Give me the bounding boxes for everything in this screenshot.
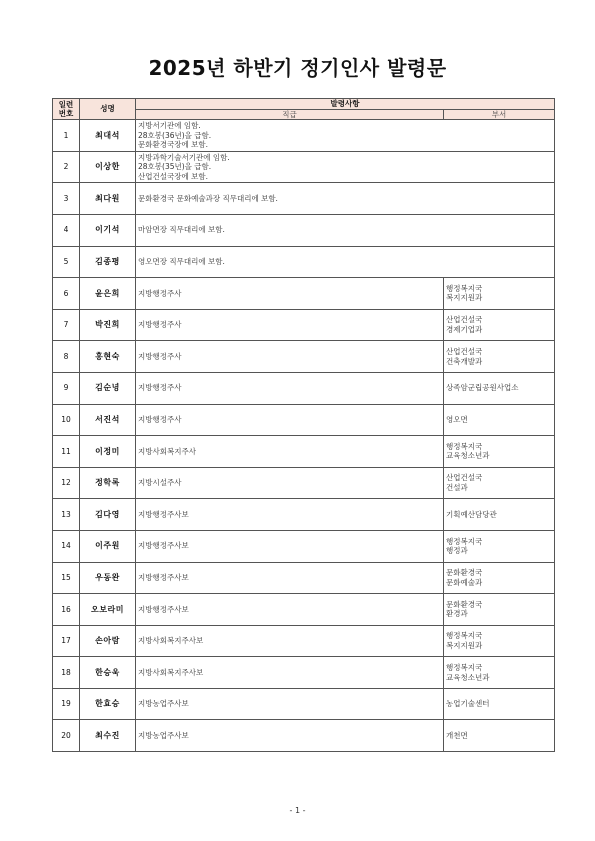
position-line: 지방과학기술서기관에 임함. [138,152,230,162]
position-line: 28호봉(35년)을 급함. [138,162,212,172]
department-cell [444,657,555,689]
department-line: 농업기술센터 [446,699,490,709]
department-line: 산업건설국 [446,315,483,325]
department-line: 행정복지국 [446,536,483,546]
header-name: 성명 [80,99,136,120]
table-row [53,436,555,468]
position-line: 지방행정주사 [138,320,182,330]
position-cell [136,120,555,152]
serial-number: 16 [53,594,80,626]
table-row [53,246,555,278]
department-cell [444,278,555,310]
table-row [53,214,555,246]
department-line: 교육청소년과 [446,451,490,461]
position-line: 지방사회복지주사보 [138,636,204,646]
position-cell [136,341,444,373]
appointment-table [52,98,555,752]
employee-name: 서진석 [80,404,136,436]
table-row [53,594,555,626]
serial-number: 5 [53,246,80,278]
serial-number: 14 [53,530,80,562]
department-cell [444,720,555,752]
position-cell [136,151,555,183]
department-line: 문화환경국 [446,568,483,578]
serial-number: 15 [53,562,80,594]
serial-number: 10 [53,404,80,436]
serial-number: 13 [53,499,80,531]
position-cell [136,309,444,341]
header-department: 부서 [444,109,555,120]
document-title: 2025년 하반기 정기인사 발령문 [148,56,447,80]
table-row [53,657,555,689]
position-line: 지방행정주사보 [138,541,189,551]
department-cell [444,562,555,594]
position-line: 지방농업주사보 [138,730,189,740]
serial-number: 12 [53,467,80,499]
employee-name: 최대석 [80,120,136,152]
serial-number: 2 [53,151,80,183]
department-line: 건축개발과 [446,356,483,366]
position-line: 지방서기관에 임함. [138,121,201,131]
table-row [53,688,555,720]
employee-name: 정학록 [80,467,136,499]
department-cell [444,467,555,499]
department-line: 행정복지국 [446,662,483,672]
position-cell [136,594,444,626]
position-cell [136,499,444,531]
table-row [53,720,555,752]
employee-name: 한승욱 [80,657,136,689]
department-line: 행정복지국 [446,283,483,293]
position-line: 지방행정주사 [138,351,182,361]
department-cell [444,309,555,341]
position-cell [136,467,444,499]
table-row [53,530,555,562]
department-cell [444,341,555,373]
position-cell [136,246,555,278]
position-cell [136,530,444,562]
department-cell [444,530,555,562]
department-line: 경제기업과 [446,325,483,335]
position-line: 지방행정주사보 [138,604,189,614]
table-row [53,499,555,531]
department-cell [444,404,555,436]
department-line: 산업건설국 [446,473,483,483]
employee-name: 이주원 [80,530,136,562]
position-cell [136,372,444,404]
serial-number: 8 [53,341,80,373]
position-line: 지방행정주사 [138,288,182,298]
serial-number: 20 [53,720,80,752]
department-line: 개천면 [446,730,468,740]
position-line: 산업건설국장에 보함. [138,171,208,181]
department-line: 기획예산담당관 [446,509,497,519]
serial-number: 11 [53,436,80,468]
position-cell [136,436,444,468]
position-cell [136,214,555,246]
employee-name: 윤은희 [80,278,136,310]
employee-name: 홍현숙 [80,341,136,373]
department-cell [444,688,555,720]
department-line: 복지지원과 [446,293,483,303]
table-row [53,151,555,183]
position-line: 지방행정주사 [138,383,182,393]
department-line: 건설과 [446,483,468,493]
department-cell [444,625,555,657]
table-row [53,467,555,499]
page-number: - 1 - [289,806,306,815]
header-position: 직급 [136,109,444,120]
employee-name: 이정미 [80,436,136,468]
position-line: 지방행정주사 [138,415,182,425]
position-line: 지방사회복지주사 [138,446,196,456]
table-row [53,625,555,657]
header-appointment: 발령사항 [136,99,555,110]
employee-name: 김순녕 [80,372,136,404]
employee-name: 김종평 [80,246,136,278]
employee-name: 최다원 [80,183,136,215]
table-row [53,404,555,436]
serial-number: 4 [53,214,80,246]
position-cell [136,625,444,657]
serial-number: 17 [53,625,80,657]
employee-name: 이상한 [80,151,136,183]
table-row [53,120,555,152]
table-row [53,309,555,341]
department-line: 산업건설국 [446,347,483,357]
serial-number: 7 [53,309,80,341]
position-cell [136,657,444,689]
employee-name: 박진희 [80,309,136,341]
employee-name: 우동완 [80,562,136,594]
department-line: 문화예술과 [446,577,483,587]
position-cell [136,404,444,436]
department-cell [444,372,555,404]
employee-name: 오보라미 [80,594,136,626]
serial-number: 18 [53,657,80,689]
department-line: 환경과 [446,609,468,619]
position-line: 지방행정주사보 [138,573,189,582]
position-line: 지방농업주사보 [138,699,189,709]
table-row [53,341,555,373]
serial-number: 3 [53,183,80,215]
department-line: 행정복지국 [446,631,483,641]
position-cell [136,183,555,215]
position-line: 문화환경국 문화예술과장 직무대리에 보함. [138,193,278,203]
employee-name: 이기석 [80,214,136,246]
department-line: 상족암군립공원사업소 [446,383,519,393]
department-cell [444,499,555,531]
employee-name: 김다영 [80,499,136,531]
position-line: 지방사회복지주사보 [138,667,204,677]
department-line: 영오면 [446,415,468,425]
department-line: 문화환경국 [446,599,483,609]
table-row [53,372,555,404]
department-cell [444,436,555,468]
position-line: 영오면장 직무대리에 보함. [138,257,225,267]
position-line: 마암면장 직무대리에 보함. [138,225,225,235]
position-line: 지방시설주사 [138,478,182,488]
serial-number: 9 [53,372,80,404]
position-line: 문화환경국장에 보함. [138,140,208,150]
position-cell [136,562,444,594]
position-line: 28호봉(36년)을 급함. [138,130,212,140]
position-line: 지방행정주사보 [138,509,189,519]
table-row [53,278,555,310]
department-line: 복지지원과 [446,640,483,650]
department-line: 행정과 [446,546,468,556]
employee-name: 손아람 [80,625,136,657]
employee-name: 한효승 [80,688,136,720]
department-cell [444,594,555,626]
serial-number: 6 [53,278,80,310]
department-line: 행정복지국 [446,441,483,451]
department-line: 교육청소년과 [446,672,490,682]
header-serial-number: 일련 번호 [53,99,80,120]
employee-name: 최수진 [80,720,136,752]
table-row [53,562,555,594]
position-cell [136,688,444,720]
position-cell [136,720,444,752]
table-row [53,183,555,215]
serial-number: 19 [53,688,80,720]
serial-number: 1 [53,120,80,152]
position-cell [136,278,444,310]
